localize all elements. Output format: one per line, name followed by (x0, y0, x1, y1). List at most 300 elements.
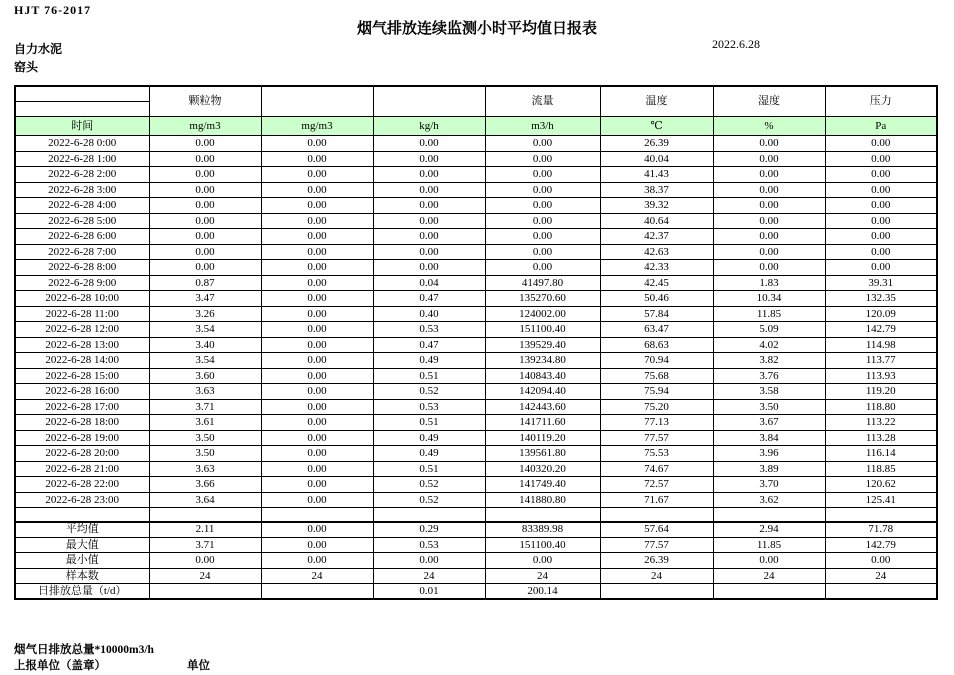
summary-value-cell: 0.00 (261, 537, 373, 553)
table-row (15, 306, 937, 322)
value-cell: 3.47 (149, 291, 261, 307)
table-row (15, 399, 937, 415)
time-cell: 2022-6-28 14:00 (15, 353, 149, 369)
value-cell: 41497.80 (485, 275, 600, 291)
time-cell: 2022-6-28 12:00 (15, 322, 149, 338)
summary-value-cell: 142.79 (825, 537, 937, 553)
value-cell: 0.00 (373, 151, 485, 167)
table-row (15, 182, 937, 198)
value-cell: 0.00 (261, 384, 373, 400)
summary-value-cell: 24 (485, 568, 600, 584)
value-cell: 3.54 (149, 322, 261, 338)
time-header-spacer-bottom (16, 102, 149, 116)
summary-value-cell: 0.00 (261, 553, 373, 569)
value-cell: 142.79 (825, 322, 937, 338)
value-cell: 39.32 (600, 198, 713, 214)
time-cell: 2022-6-28 9:00 (15, 275, 149, 291)
table-row (15, 446, 937, 462)
group-header-row (15, 86, 937, 117)
time-cell: 2022-6-28 6:00 (15, 229, 149, 245)
table-row (15, 430, 937, 446)
value-cell: 77.57 (600, 430, 713, 446)
value-cell: 42.33 (600, 260, 713, 276)
value-cell: 3.40 (149, 337, 261, 353)
value-cell: 140320.20 (485, 461, 600, 477)
summary-value-cell (600, 584, 713, 600)
summary-value-cell: 3.71 (149, 537, 261, 553)
value-cell: 63.47 (600, 322, 713, 338)
table-row (15, 213, 937, 229)
value-cell: 0.00 (373, 198, 485, 214)
value-cell: 0.00 (825, 213, 937, 229)
value-cell: 0.00 (713, 151, 825, 167)
value-cell: 0.51 (373, 368, 485, 384)
page-title: 烟气排放连续监测小时平均值日报表 (356, 21, 597, 37)
value-cell: 72.57 (600, 477, 713, 493)
summary-value-cell: 71.78 (825, 522, 937, 538)
summary-value-cell: 24 (825, 568, 937, 584)
value-cell: 3.54 (149, 353, 261, 369)
summary-value-cell: 200.14 (485, 584, 600, 600)
summary-value-cell: 24 (149, 568, 261, 584)
summary-label: 样本数 (15, 568, 149, 584)
value-cell: 142443.60 (485, 399, 600, 415)
value-cell: 3.70 (713, 477, 825, 493)
summary-value-cell: 0.00 (825, 553, 937, 569)
value-cell: 68.63 (600, 337, 713, 353)
group-header-cell: 压力 (825, 86, 937, 117)
value-cell: 39.31 (825, 275, 937, 291)
summary-row (15, 553, 937, 569)
value-cell: 3.60 (149, 368, 261, 384)
value-cell: 124002.00 (485, 306, 600, 322)
group-header-cell (373, 86, 485, 117)
unit-header-cell: Pa (825, 117, 937, 136)
value-cell: 3.63 (149, 384, 261, 400)
value-cell: 0.00 (485, 182, 600, 198)
value-cell: 0.00 (261, 477, 373, 493)
value-cell: 3.71 (149, 399, 261, 415)
time-cell: 2022-6-28 11:00 (15, 306, 149, 322)
summary-value-cell: 24 (713, 568, 825, 584)
value-cell: 41.43 (600, 167, 713, 183)
company-name: 自力水泥 (14, 42, 63, 56)
group-header-cell: 湿度 (713, 86, 825, 117)
value-cell: 70.94 (600, 353, 713, 369)
table-row (15, 244, 937, 260)
summary-label: 日排放总量（t/d） (15, 584, 149, 600)
summary-value-cell (149, 584, 261, 600)
value-cell: 71.67 (600, 492, 713, 508)
value-cell: 0.00 (261, 337, 373, 353)
value-cell: 0.87 (149, 275, 261, 291)
value-cell: 0.00 (713, 229, 825, 245)
value-cell: 38.37 (600, 182, 713, 198)
footer-total-note: 烟气日排放总量*10000m3/h (14, 644, 154, 656)
table-row (15, 353, 937, 369)
value-cell: 0.00 (373, 229, 485, 245)
value-cell: 3.96 (713, 446, 825, 462)
group-header-cell: 流量 (485, 86, 600, 117)
value-cell: 3.64 (149, 492, 261, 508)
value-cell: 113.28 (825, 430, 937, 446)
summary-value-cell: 26.39 (600, 553, 713, 569)
value-cell: 0.52 (373, 492, 485, 508)
value-cell: 3.63 (149, 461, 261, 477)
value-cell: 0.00 (149, 198, 261, 214)
report-date: 2022.6.28 (712, 37, 760, 51)
footer-report-org: 上报单位（盖章） (14, 660, 106, 672)
summary-value-cell: 0.00 (261, 522, 373, 538)
blank-cell (713, 508, 825, 522)
value-cell: 0.00 (261, 399, 373, 415)
value-cell: 0.00 (149, 229, 261, 245)
value-cell: 0.00 (261, 244, 373, 260)
value-cell: 3.76 (713, 368, 825, 384)
value-cell: 118.80 (825, 399, 937, 415)
value-cell: 113.77 (825, 353, 937, 369)
value-cell: 0.00 (373, 182, 485, 198)
group-header-cell (261, 86, 373, 117)
time-cell: 2022-6-28 18:00 (15, 415, 149, 431)
value-cell: 139234.80 (485, 353, 600, 369)
time-cell: 2022-6-28 7:00 (15, 244, 149, 260)
value-cell: 3.89 (713, 461, 825, 477)
unit-header-cell: % (713, 117, 825, 136)
value-cell: 0.00 (373, 213, 485, 229)
value-cell: 3.61 (149, 415, 261, 431)
value-cell: 0.00 (261, 198, 373, 214)
value-cell: 0.00 (713, 136, 825, 152)
value-cell: 120.62 (825, 477, 937, 493)
value-cell: 0.00 (485, 213, 600, 229)
summary-value-cell: 0.53 (373, 537, 485, 553)
value-cell: 40.64 (600, 213, 713, 229)
time-cell: 2022-6-28 5:00 (15, 213, 149, 229)
value-cell: 120.09 (825, 306, 937, 322)
value-cell: 0.00 (149, 182, 261, 198)
value-cell: 0.00 (261, 182, 373, 198)
value-cell: 0.00 (485, 151, 600, 167)
value-cell: 125.41 (825, 492, 937, 508)
table-row (15, 167, 937, 183)
value-cell: 3.50 (713, 399, 825, 415)
table-row (15, 461, 937, 477)
table-row (15, 415, 937, 431)
report-table-body (15, 86, 937, 599)
value-cell: 0.53 (373, 399, 485, 415)
value-cell: 3.67 (713, 415, 825, 431)
time-cell: 2022-6-28 8:00 (15, 260, 149, 276)
summary-row (15, 537, 937, 553)
report-table (14, 85, 938, 600)
table-row (15, 291, 937, 307)
value-cell: 3.50 (149, 430, 261, 446)
time-cell: 2022-6-28 1:00 (15, 151, 149, 167)
time-cell: 2022-6-28 0:00 (15, 136, 149, 152)
value-cell: 140119.20 (485, 430, 600, 446)
group-header-cell: 温度 (600, 86, 713, 117)
unit-header-row (15, 117, 937, 136)
summary-value-cell: 0.01 (373, 584, 485, 600)
value-cell: 0.51 (373, 461, 485, 477)
time-cell: 2022-6-28 3:00 (15, 182, 149, 198)
summary-value-cell: 151100.40 (485, 537, 600, 553)
value-cell: 26.39 (600, 136, 713, 152)
table-row (15, 384, 937, 400)
summary-value-cell: 24 (373, 568, 485, 584)
value-cell: 0.51 (373, 415, 485, 431)
value-cell: 114.98 (825, 337, 937, 353)
value-cell: 0.00 (149, 213, 261, 229)
value-cell: 0.00 (261, 291, 373, 307)
summary-value-cell: 0.00 (149, 553, 261, 569)
value-cell: 0.00 (261, 430, 373, 446)
value-cell: 139529.40 (485, 337, 600, 353)
table-row (15, 275, 937, 291)
time-cell: 2022-6-28 13:00 (15, 337, 149, 353)
table-row (15, 136, 937, 152)
value-cell: 3.62 (713, 492, 825, 508)
value-cell: 0.00 (261, 353, 373, 369)
value-cell: 0.00 (713, 198, 825, 214)
value-cell: 0.00 (713, 244, 825, 260)
monitor-location: 窑头 (14, 60, 39, 74)
value-cell: 0.04 (373, 275, 485, 291)
value-cell: 0.52 (373, 477, 485, 493)
value-cell: 0.00 (261, 446, 373, 462)
value-cell: 0.00 (485, 244, 600, 260)
summary-value-cell: 77.57 (600, 537, 713, 553)
value-cell: 3.82 (713, 353, 825, 369)
value-cell: 0.00 (261, 415, 373, 431)
value-cell: 3.50 (149, 446, 261, 462)
value-cell: 0.00 (261, 213, 373, 229)
unit-header-cell: mg/m3 (261, 117, 373, 136)
table-row (15, 229, 937, 245)
unit-header-cell: ℃ (600, 117, 713, 136)
time-cell: 2022-6-28 20:00 (15, 446, 149, 462)
summary-value-cell: 24 (261, 568, 373, 584)
time-cell: 2022-6-28 2:00 (15, 167, 149, 183)
value-cell: 0.00 (485, 260, 600, 276)
value-cell: 0.00 (825, 167, 937, 183)
value-cell: 0.49 (373, 446, 485, 462)
summary-value-cell: 0.00 (713, 553, 825, 569)
summary-value-cell: 83389.98 (485, 522, 600, 538)
standard-code: HJT 76-2017 (14, 3, 92, 17)
value-cell: 0.00 (261, 306, 373, 322)
summary-value-cell (825, 584, 937, 600)
value-cell: 0.00 (149, 151, 261, 167)
value-cell: 3.84 (713, 430, 825, 446)
value-cell: 75.20 (600, 399, 713, 415)
value-cell: 0.00 (261, 461, 373, 477)
value-cell: 0.00 (713, 167, 825, 183)
blank-cell (15, 508, 149, 522)
value-cell: 135270.60 (485, 291, 600, 307)
value-cell: 141880.80 (485, 492, 600, 508)
value-cell: 139561.80 (485, 446, 600, 462)
time-cell: 2022-6-28 4:00 (15, 198, 149, 214)
value-cell: 0.40 (373, 306, 485, 322)
table-row (15, 368, 937, 384)
unit-header-cell: mg/m3 (149, 117, 261, 136)
unit-header-cell: m3/h (485, 117, 600, 136)
value-cell: 57.84 (600, 306, 713, 322)
value-cell: 1.83 (713, 275, 825, 291)
summary-row (15, 584, 937, 600)
value-cell: 151100.40 (485, 322, 600, 338)
value-cell: 0.52 (373, 384, 485, 400)
blank-cell (261, 508, 373, 522)
value-cell: 74.67 (600, 461, 713, 477)
time-header-spacer (15, 86, 149, 117)
value-cell: 132.35 (825, 291, 937, 307)
value-cell: 0.00 (261, 229, 373, 245)
value-cell: 0.00 (485, 167, 600, 183)
value-cell: 0.00 (825, 151, 937, 167)
group-header-cell: 颗粒物 (149, 86, 261, 117)
summary-value-cell: 2.94 (713, 522, 825, 538)
value-cell: 0.00 (373, 244, 485, 260)
value-cell: 0.53 (373, 322, 485, 338)
blank-cell (149, 508, 261, 522)
table-row (15, 492, 937, 508)
summary-value-cell (713, 584, 825, 600)
summary-label: 最大值 (15, 537, 149, 553)
value-cell: 77.13 (600, 415, 713, 431)
summary-value-cell (261, 584, 373, 600)
value-cell: 5.09 (713, 322, 825, 338)
table-row (15, 260, 937, 276)
value-cell: 118.85 (825, 461, 937, 477)
value-cell: 0.00 (261, 368, 373, 384)
value-cell: 4.02 (713, 337, 825, 353)
value-cell: 75.53 (600, 446, 713, 462)
value-cell: 113.22 (825, 415, 937, 431)
value-cell: 3.26 (149, 306, 261, 322)
value-cell: 0.00 (713, 260, 825, 276)
value-cell: 0.00 (149, 260, 261, 276)
value-cell: 42.63 (600, 244, 713, 260)
value-cell: 0.00 (825, 198, 937, 214)
summary-value-cell: 57.64 (600, 522, 713, 538)
unit-header-cell: kg/h (373, 117, 485, 136)
value-cell: 0.00 (261, 136, 373, 152)
summary-value-cell: 0.29 (373, 522, 485, 538)
value-cell: 0.00 (485, 136, 600, 152)
summary-value-cell: 24 (600, 568, 713, 584)
value-cell: 0.00 (485, 198, 600, 214)
value-cell: 0.00 (149, 167, 261, 183)
value-cell: 0.49 (373, 430, 485, 446)
summary-label: 平均值 (15, 522, 149, 538)
value-cell: 40.04 (600, 151, 713, 167)
value-cell: 0.47 (373, 337, 485, 353)
time-cell: 2022-6-28 17:00 (15, 399, 149, 415)
value-cell: 119.20 (825, 384, 937, 400)
blank-cell (485, 508, 600, 522)
value-cell: 75.68 (600, 368, 713, 384)
summary-value-cell: 0.00 (373, 553, 485, 569)
value-cell: 10.34 (713, 291, 825, 307)
time-cell: 2022-6-28 21:00 (15, 461, 149, 477)
value-cell: 0.00 (485, 229, 600, 245)
blank-cell (373, 508, 485, 522)
value-cell: 3.58 (713, 384, 825, 400)
value-cell: 142094.40 (485, 384, 600, 400)
value-cell: 140843.40 (485, 368, 600, 384)
value-cell: 0.00 (261, 260, 373, 276)
value-cell: 0.00 (825, 136, 937, 152)
value-cell: 75.94 (600, 384, 713, 400)
footer-unit-label: 单位 (187, 660, 210, 672)
value-cell: 0.00 (713, 182, 825, 198)
value-cell: 0.00 (261, 151, 373, 167)
blank-cell (600, 508, 713, 522)
table-row (15, 198, 937, 214)
summary-row (15, 522, 937, 538)
time-cell: 2022-6-28 15:00 (15, 368, 149, 384)
summary-value-cell: 11.85 (713, 537, 825, 553)
time-header-spacer-top (16, 87, 149, 102)
value-cell: 116.14 (825, 446, 937, 462)
value-cell: 141749.40 (485, 477, 600, 493)
value-cell: 0.00 (373, 136, 485, 152)
summary-value-cell: 2.11 (149, 522, 261, 538)
time-cell: 2022-6-28 19:00 (15, 430, 149, 446)
value-cell: 0.00 (825, 244, 937, 260)
blank-row (15, 508, 937, 522)
table-row (15, 151, 937, 167)
table-row (15, 477, 937, 493)
table-row (15, 322, 937, 338)
value-cell: 0.00 (261, 275, 373, 291)
value-cell: 0.00 (261, 492, 373, 508)
time-cell: 2022-6-28 16:00 (15, 384, 149, 400)
table-row (15, 337, 937, 353)
value-cell: 3.66 (149, 477, 261, 493)
summary-label: 最小值 (15, 553, 149, 569)
value-cell: 0.49 (373, 353, 485, 369)
value-cell: 0.00 (149, 136, 261, 152)
time-cell: 2022-6-28 23:00 (15, 492, 149, 508)
value-cell: 50.46 (600, 291, 713, 307)
time-cell: 2022-6-28 22:00 (15, 477, 149, 493)
value-cell: 141711.60 (485, 415, 600, 431)
summary-row (15, 568, 937, 584)
value-cell: 0.47 (373, 291, 485, 307)
value-cell: 0.00 (149, 244, 261, 260)
value-cell: 0.00 (825, 182, 937, 198)
time-cell: 2022-6-28 10:00 (15, 291, 149, 307)
blank-cell (825, 508, 937, 522)
value-cell: 113.93 (825, 368, 937, 384)
summary-value-cell: 0.00 (485, 553, 600, 569)
value-cell: 0.00 (261, 167, 373, 183)
time-column-header: 时间 (15, 117, 149, 136)
value-cell: 42.45 (600, 275, 713, 291)
value-cell: 42.37 (600, 229, 713, 245)
value-cell: 0.00 (373, 260, 485, 276)
value-cell: 11.85 (713, 306, 825, 322)
value-cell: 0.00 (825, 260, 937, 276)
value-cell: 0.00 (261, 322, 373, 338)
value-cell: 0.00 (713, 213, 825, 229)
value-cell: 0.00 (373, 167, 485, 183)
value-cell: 0.00 (825, 229, 937, 245)
